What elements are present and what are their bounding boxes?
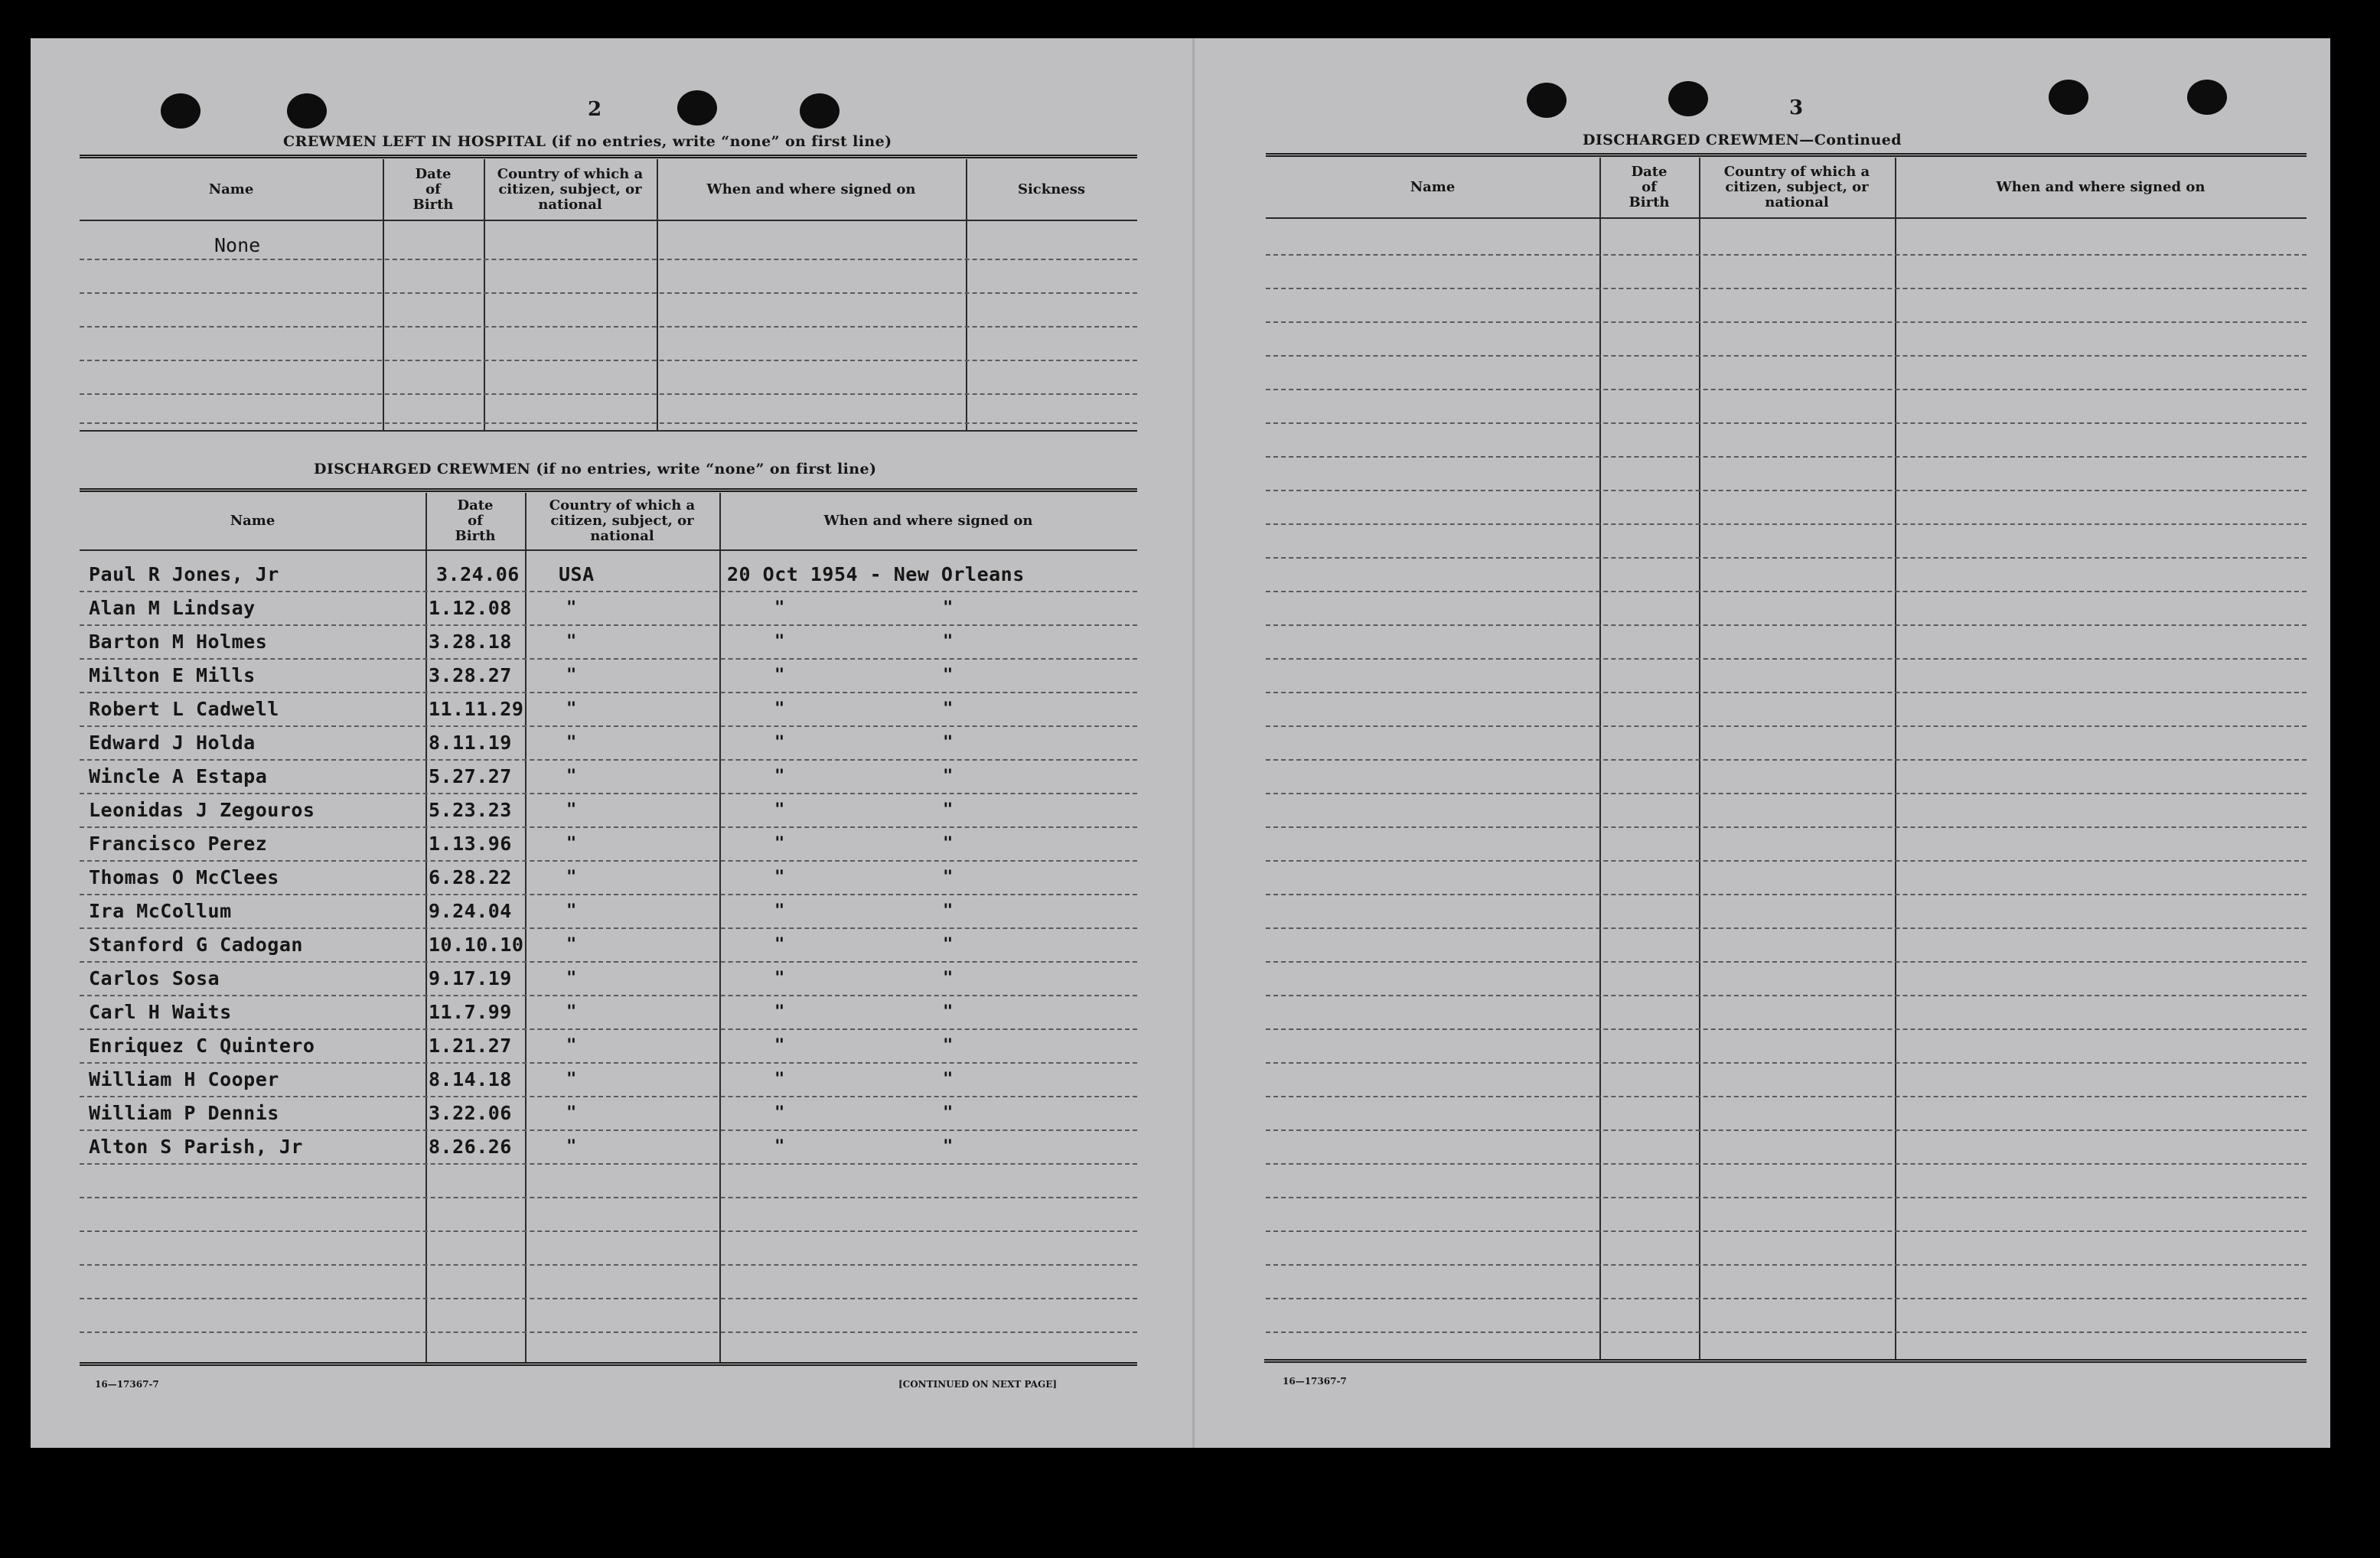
ditto-mark-place: "	[943, 632, 954, 651]
discharged-row-line	[80, 725, 1137, 727]
continued-row-line	[1266, 288, 2307, 289]
ditto-mark-date: "	[774, 1036, 785, 1055]
crew-dob: 1.21.27	[429, 1035, 512, 1057]
ditto-mark-date: "	[774, 800, 785, 820]
page-number: 3	[1789, 96, 1804, 119]
ditto-mark-country: "	[566, 868, 577, 887]
discharged-header-signed-on: When and where signed on	[823, 513, 1033, 529]
continued-row-line	[1266, 591, 2307, 592]
discharged-row-line	[80, 995, 1137, 996]
ditto-mark-country: "	[566, 767, 577, 786]
hospital-row-line	[80, 292, 1137, 294]
punch-hole-icon	[287, 93, 327, 129]
ditto-mark-country: "	[566, 1103, 577, 1123]
crew-name: William P Dennis	[89, 1102, 279, 1124]
crew-dob: 3.28.18	[429, 631, 512, 653]
continued-row-line	[1266, 860, 2307, 862]
discharged-header-rule	[80, 549, 1137, 551]
crew-name: Carl H Waits	[89, 1001, 232, 1023]
crew-dob: 1.13.96	[429, 833, 512, 855]
crew-name: Carlos Sosa	[89, 967, 220, 989]
discharged-row-line	[80, 927, 1137, 929]
discharged-bottom-rule	[80, 1362, 1137, 1366]
ditto-mark-date: "	[774, 901, 785, 921]
ditto-mark-place: "	[943, 800, 954, 820]
discharged-blank-line	[80, 1331, 1137, 1333]
crew-name: Robert L Cadwell	[89, 698, 279, 720]
continued-row-line	[1266, 1062, 2307, 1064]
crew-name: Alton S Parish, Jr	[89, 1136, 303, 1158]
form-number: 16—17367-7	[1283, 1376, 1347, 1387]
continued-row-line	[1266, 793, 2307, 794]
form-number: 16—17367-7	[95, 1379, 159, 1390]
ditto-mark-place: "	[943, 733, 954, 752]
crew-name: Thomas O McClees	[89, 866, 279, 888]
ditto-mark-country: "	[566, 632, 577, 651]
ditto-mark-place: "	[943, 1070, 954, 1089]
ditto-mark-date: "	[774, 1070, 785, 1089]
ditto-mark-date: "	[774, 1137, 785, 1156]
continued-header-country: Country of which a citizen, subject, or national	[1723, 164, 1870, 210]
discharged-row-line	[80, 793, 1137, 794]
discharged-row-line	[80, 961, 1137, 963]
punch-hole-icon	[800, 93, 840, 129]
discharged-row-line	[80, 624, 1137, 626]
continued-row-line	[1266, 389, 2307, 390]
ditto-mark-country: "	[566, 834, 577, 853]
crew-dob: 9.17.19	[429, 967, 512, 989]
hospital-row-line	[80, 422, 1137, 424]
hospital-header-rule	[80, 220, 1137, 221]
ditto-mark-place: "	[943, 935, 954, 954]
crew-signed-on: 20 Oct 1954 - New Orleans	[727, 563, 1025, 585]
discharged-header-name: Name	[230, 513, 275, 529]
discharged-section-title: DISCHARGED CREWMEN (if no entries, write “none” on first line)	[314, 461, 877, 478]
discharged-blank-line	[80, 1264, 1137, 1266]
continued-row-line	[1266, 624, 2307, 626]
continued-row-line	[1266, 725, 2307, 727]
crew-country: USA	[559, 563, 595, 585]
punch-hole-icon	[1668, 81, 1708, 116]
discharged-top-rule	[80, 488, 1137, 492]
ditto-mark-country: "	[566, 733, 577, 752]
punch-hole-icon	[2187, 80, 2227, 115]
crew-dob: 10.10.10	[429, 934, 524, 956]
crew-name: Francisco Perez	[89, 833, 268, 855]
crew-name: Alan M Lindsay	[89, 597, 256, 619]
crew-dob: 3.24.06	[436, 563, 520, 585]
page-number: 2	[588, 98, 602, 121]
discharged-row-line	[80, 1028, 1137, 1030]
crew-name: Leonidas J Zegouros	[89, 799, 315, 821]
crew-dob: 1.12.08	[429, 597, 512, 619]
continued-row-line	[1266, 995, 2307, 996]
ditto-mark-place: "	[943, 666, 954, 685]
ditto-mark-date: "	[774, 699, 785, 719]
continued-header-dob: Date of Birth	[1629, 164, 1670, 210]
discharged-blank-line	[80, 1298, 1137, 1299]
hospital-bottom-rule	[80, 430, 1137, 432]
ditto-mark-country: "	[566, 969, 577, 988]
ditto-mark-country: "	[566, 598, 577, 618]
continued-col-divider	[1599, 158, 1601, 1359]
crew-name: Enriquez C Quintero	[89, 1035, 315, 1057]
continued-row-line	[1266, 355, 2307, 357]
hospital-row-line	[80, 326, 1137, 328]
crew-dob: 6.28.22	[429, 866, 512, 888]
ditto-mark-date: "	[774, 1103, 785, 1123]
hospital-header-country: Country of which a citizen, subject, or national	[497, 165, 644, 213]
discharged-row-line	[80, 591, 1137, 592]
discharged-blank-line	[80, 1230, 1137, 1232]
ditto-mark-place: "	[943, 699, 954, 719]
crew-name: Barton M Holmes	[89, 631, 268, 653]
ditto-mark-date: "	[774, 935, 785, 954]
discharged-row-line	[80, 658, 1137, 660]
ditto-mark-place: "	[943, 969, 954, 988]
discharged-row-line	[80, 826, 1137, 828]
hospital-header-signed-on: When and where signed on	[706, 181, 916, 197]
continued-row-line	[1266, 692, 2307, 693]
discharged-row-line	[80, 759, 1137, 761]
punch-hole-icon	[161, 93, 201, 129]
continued-row-line	[1266, 961, 2307, 963]
ditto-mark-place: "	[943, 1036, 954, 1055]
continued-header-name: Name	[1410, 179, 1456, 195]
crew-dob: 11.7.99	[429, 1001, 512, 1023]
discharged-row-line	[80, 692, 1137, 693]
crew-dob: 5.27.27	[429, 765, 512, 787]
continued-row-line	[1266, 523, 2307, 525]
punch-hole-icon	[677, 90, 717, 125]
crew-dob: 5.23.23	[429, 799, 512, 821]
ditto-mark-date: "	[774, 733, 785, 752]
continued-bottom-rule	[1264, 1359, 2307, 1363]
continued-row-line	[1266, 1096, 2307, 1097]
continued-row-line	[1266, 254, 2307, 256]
hospital-top-rule	[80, 155, 1137, 158]
continued-row-line	[1266, 894, 2307, 895]
hospital-header-dob: Date of Birth	[412, 165, 454, 213]
continued-row-line	[1266, 1197, 2307, 1198]
ditto-mark-date: "	[774, 598, 785, 618]
continued-header-rule	[1266, 217, 2307, 219]
ditto-mark-date: "	[774, 969, 785, 988]
left-page	[31, 38, 1194, 1448]
continued-note: [CONTINUED ON NEXT PAGE]	[898, 1379, 1058, 1390]
punch-hole-icon	[1527, 83, 1567, 118]
ditto-mark-country: "	[566, 1137, 577, 1156]
ditto-mark-country: "	[566, 1036, 577, 1055]
ditto-mark-place: "	[943, 834, 954, 853]
continued-row-line	[1266, 490, 2307, 491]
ditto-mark-date: "	[774, 1002, 785, 1022]
crew-name: William H Cooper	[89, 1068, 279, 1090]
crew-dob: 8.14.18	[429, 1068, 512, 1090]
manifest-sheet	[31, 38, 2330, 1448]
continued-top-rule	[1266, 153, 2307, 157]
discharged-header-country: Country of which a citizen, subject, or national	[549, 497, 696, 544]
continued-col-divider	[1699, 158, 1700, 1359]
crew-dob: 3.28.27	[429, 664, 512, 686]
continued-row-line	[1266, 557, 2307, 559]
crew-name: Edward J Holda	[89, 732, 256, 754]
hospital-header-sickness: Sickness	[1017, 181, 1086, 197]
crew-name: Stanford G Cadogan	[89, 934, 303, 956]
ditto-mark-country: "	[566, 699, 577, 719]
crew-name: Ira McCollum	[89, 900, 232, 922]
discharged-blank-line	[80, 1197, 1137, 1198]
continued-row-line	[1266, 826, 2307, 828]
ditto-mark-date: "	[774, 666, 785, 685]
ditto-mark-country: "	[566, 901, 577, 921]
hospital-row-line	[80, 360, 1137, 361]
ditto-mark-place: "	[943, 1002, 954, 1022]
ditto-mark-date: "	[774, 834, 785, 853]
continued-row-line	[1266, 1028, 2307, 1030]
continued-col-divider	[1895, 158, 1896, 1359]
continued-row-line	[1266, 759, 2307, 761]
ditto-mark-place: "	[943, 598, 954, 618]
continued-row-line	[1266, 1298, 2307, 1299]
ditto-mark-country: "	[566, 666, 577, 685]
ditto-mark-date: "	[774, 632, 785, 651]
ditto-mark-country: "	[566, 935, 577, 954]
continued-row-line	[1266, 1129, 2307, 1131]
discharged-header-dob: Date of Birth	[455, 497, 496, 544]
continued-row-line	[1266, 658, 2307, 660]
continued-row-line	[1266, 456, 2307, 458]
continued-row-line	[1266, 1264, 2307, 1266]
continued-row-line	[1266, 927, 2307, 929]
ditto-mark-date: "	[774, 868, 785, 887]
hospital-row-line	[80, 259, 1137, 260]
ditto-mark-country: "	[566, 1070, 577, 1089]
ditto-mark-place: "	[943, 767, 954, 786]
continued-row-line	[1266, 1163, 2307, 1165]
crew-name: Paul R Jones, Jr	[89, 563, 279, 585]
ditto-mark-country: "	[566, 1002, 577, 1022]
right-page	[1194, 38, 2330, 1448]
crew-name: Wincle A Estapa	[89, 765, 268, 787]
crew-dob: 9.24.04	[429, 900, 512, 922]
crew-name: Milton E Mills	[89, 664, 256, 686]
continued-header-signed-on: When and where signed on	[1996, 179, 2206, 195]
ditto-mark-date: "	[774, 767, 785, 786]
continued-row-line	[1266, 1230, 2307, 1232]
crew-dob: 11.11.29	[429, 698, 524, 720]
hospital-section-title: CREWMEN LEFT IN HOSPITAL (if no entries, write “none” on first line)	[283, 133, 892, 150]
ditto-mark-place: "	[943, 901, 954, 921]
discharged-row-line	[80, 1096, 1137, 1097]
discharged-row-line	[80, 1062, 1137, 1064]
discharged-row-line	[80, 894, 1137, 895]
continued-row-line	[1266, 422, 2307, 424]
hospital-row-line	[80, 393, 1137, 395]
punch-hole-icon	[2049, 80, 2088, 115]
discharged-row-line	[80, 860, 1137, 862]
crew-dob: 3.22.06	[429, 1102, 512, 1124]
ditto-mark-place: "	[943, 1137, 954, 1156]
discharged-row-line	[80, 1163, 1137, 1165]
ditto-mark-place: "	[943, 1103, 954, 1123]
continued-row-line	[1266, 321, 2307, 323]
discharged-row-line	[80, 1129, 1137, 1131]
crew-dob: 8.11.19	[429, 732, 512, 754]
crew-dob: 8.26.26	[429, 1136, 512, 1158]
hospital-header-name: Name	[208, 181, 254, 197]
continued-row-line	[1266, 1331, 2307, 1333]
continued-section-title: DISCHARGED CREWMEN—Continued	[1583, 132, 1902, 148]
ditto-mark-place: "	[943, 868, 954, 887]
ditto-mark-country: "	[566, 800, 577, 820]
hospital-none-entry: None	[214, 234, 261, 256]
